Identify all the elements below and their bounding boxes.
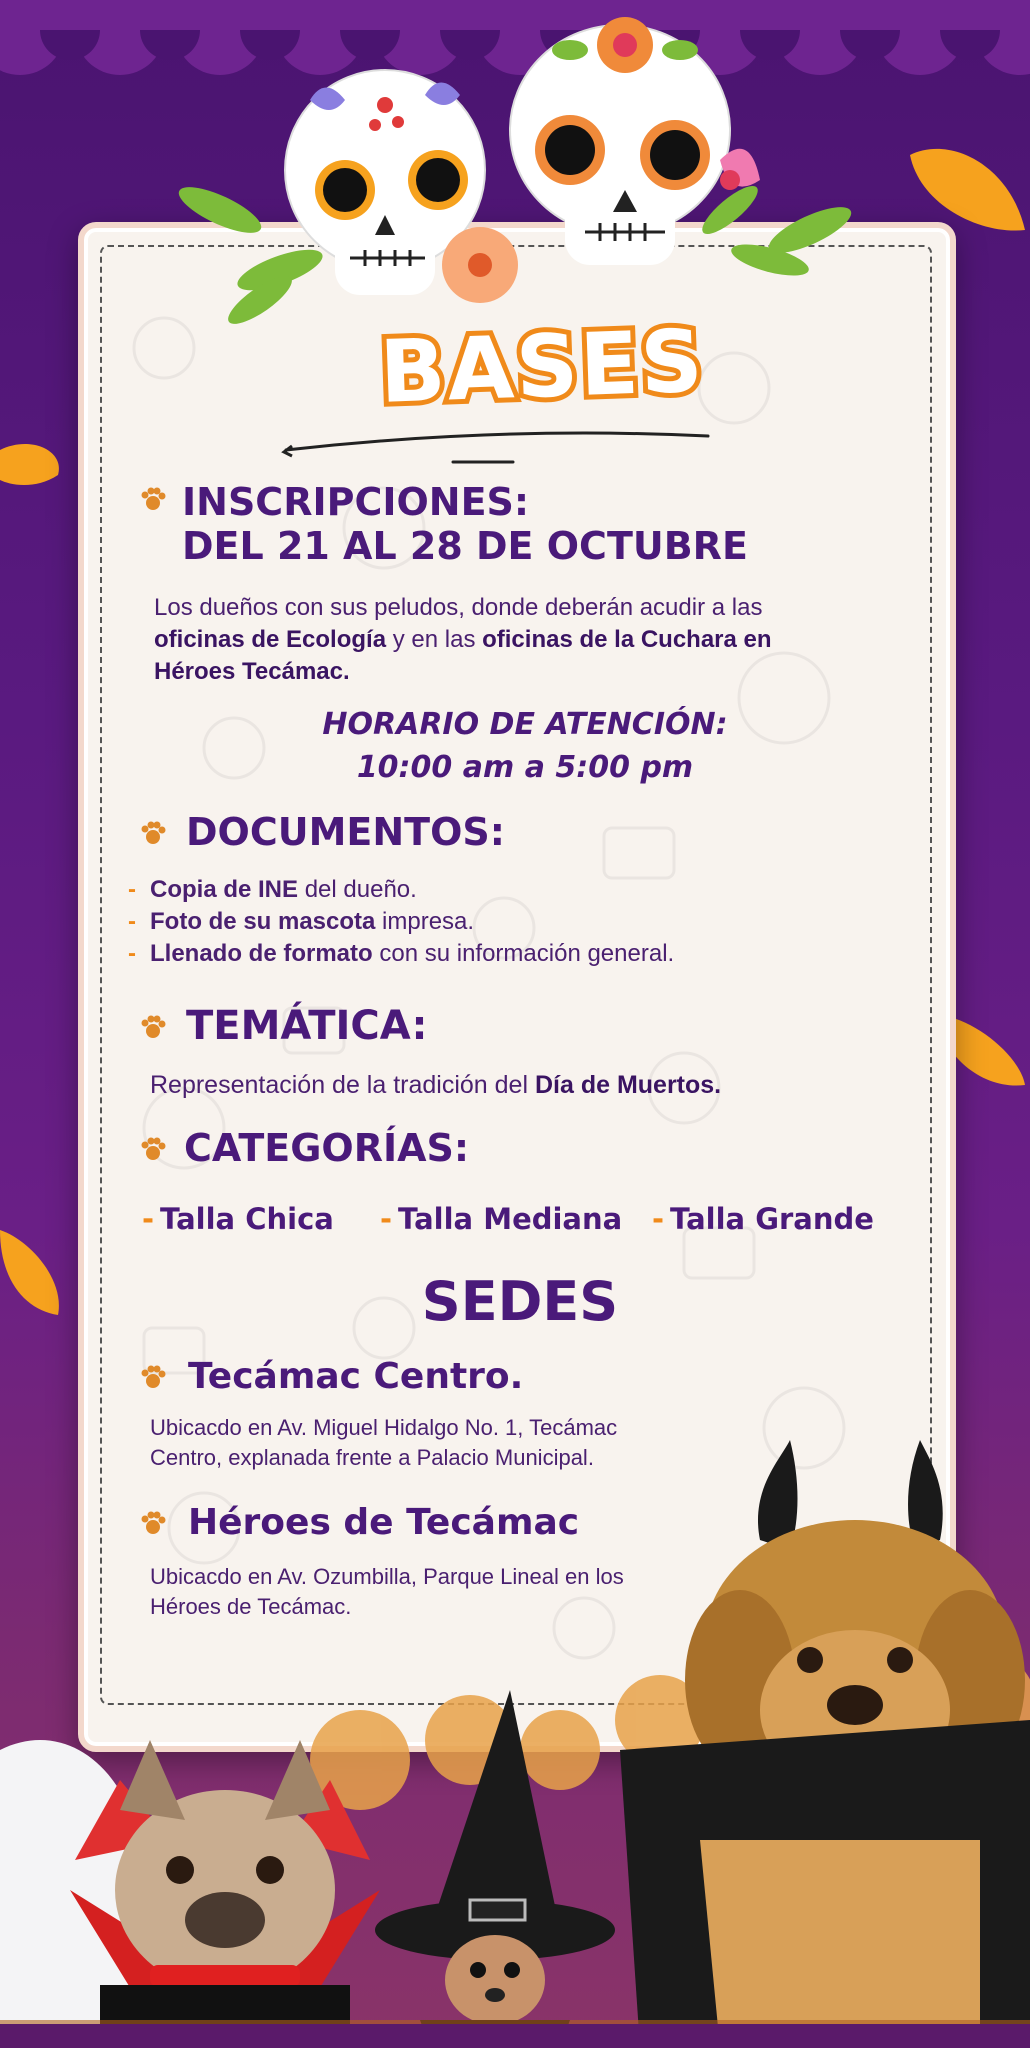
- paw-icon: [140, 820, 166, 846]
- paw-icon: [140, 1364, 166, 1390]
- marigold-petal-icon: [0, 1220, 70, 1320]
- cuchara-text: oficinas de la Cuchara en: [482, 626, 772, 653]
- connector-text: y en las: [386, 626, 483, 653]
- category-item: [142, 1202, 334, 1236]
- horario-label: HORARIO DE ATENCIÓN:: [322, 707, 728, 742]
- tematica-bold: Día de Muertos.: [534, 1071, 722, 1099]
- documentos-list: [128, 876, 888, 972]
- list-item: [128, 908, 888, 940]
- paw-icon: [140, 1136, 166, 1162]
- address-line: Centro, explanada frente a Palacio Municipal.: [150, 1445, 594, 1470]
- inscripciones-line3: [154, 656, 884, 688]
- address-line: Ubicacdo en Av. Miguel Hidalgo No. 1, Tecámac: [150, 1415, 618, 1440]
- item-text: del dueño.: [298, 876, 417, 903]
- address-line: Ubicacdo en Av. Ozumbilla, Parque Lineal en los: [150, 1564, 624, 1589]
- item-bold: Copia de INE: [150, 876, 299, 903]
- paw-icon: [140, 1014, 166, 1040]
- tematica-heading: TEMÁTICA:: [186, 1003, 428, 1049]
- page-title: BASES: [378, 311, 707, 423]
- title-underline: [278, 428, 718, 468]
- dash-icon: -: [652, 1202, 665, 1236]
- category-label: Talla Grande: [670, 1202, 874, 1236]
- sedes-title: SEDES: [421, 1270, 619, 1333]
- ecologia-text: oficinas de Ecología: [154, 626, 387, 653]
- dash-icon: -: [128, 876, 136, 903]
- inscripciones-dates: DEL 21 AL 28 DE OCTUBRE: [182, 524, 748, 568]
- inscripciones-line1: Los dueños con sus peludos, donde deberán acudir a las: [154, 594, 763, 621]
- dash-icon: -: [128, 940, 136, 967]
- sugar-skull-icon: [170, 10, 870, 330]
- inscripciones-line2: [154, 624, 884, 656]
- categorias-list: [142, 1202, 902, 1242]
- item-text: impresa.: [375, 908, 475, 935]
- dash-icon: -: [142, 1202, 155, 1236]
- dash-icon: -: [128, 908, 136, 935]
- category-item: [380, 1202, 622, 1236]
- dash-icon: -: [380, 1202, 393, 1236]
- costumed-dogs-illustration: [0, 1420, 1030, 2048]
- tematica-text: [150, 1069, 890, 1101]
- bottom-strip: [0, 2024, 1030, 2048]
- tematica-plain: Representación de la tradición del: [150, 1071, 535, 1099]
- address-line: Héroes de Tecámac.: [150, 1594, 352, 1619]
- list-item: [128, 940, 888, 972]
- inscripciones-heading: INSCRIPCIONES:: [182, 480, 530, 524]
- documentos-heading: DOCUMENTOS:: [186, 810, 505, 854]
- paw-icon: [140, 486, 166, 512]
- inscripciones-text: [154, 592, 884, 688]
- categorias-heading: CATEGORÍAS:: [184, 1126, 470, 1170]
- sede-name: Héroes de Tecámac: [188, 1502, 580, 1543]
- item-bold: Llenado de formato: [150, 940, 373, 967]
- list-item: [128, 876, 888, 908]
- item-text: con su información general.: [372, 940, 675, 967]
- heroes-text: Héroes Tecámac.: [154, 658, 350, 685]
- sede-name: Tecámac Centro.: [188, 1356, 524, 1397]
- right-skull: [510, 17, 730, 265]
- item-bold: Foto de su mascota: [150, 908, 376, 935]
- marigold-petal-icon: [0, 430, 70, 500]
- category-label: Talla Chica: [160, 1202, 334, 1236]
- horario-hours: 10:00 am a 5:00 pm: [356, 750, 694, 785]
- category-label: Talla Mediana: [398, 1202, 623, 1236]
- category-item: [652, 1202, 874, 1236]
